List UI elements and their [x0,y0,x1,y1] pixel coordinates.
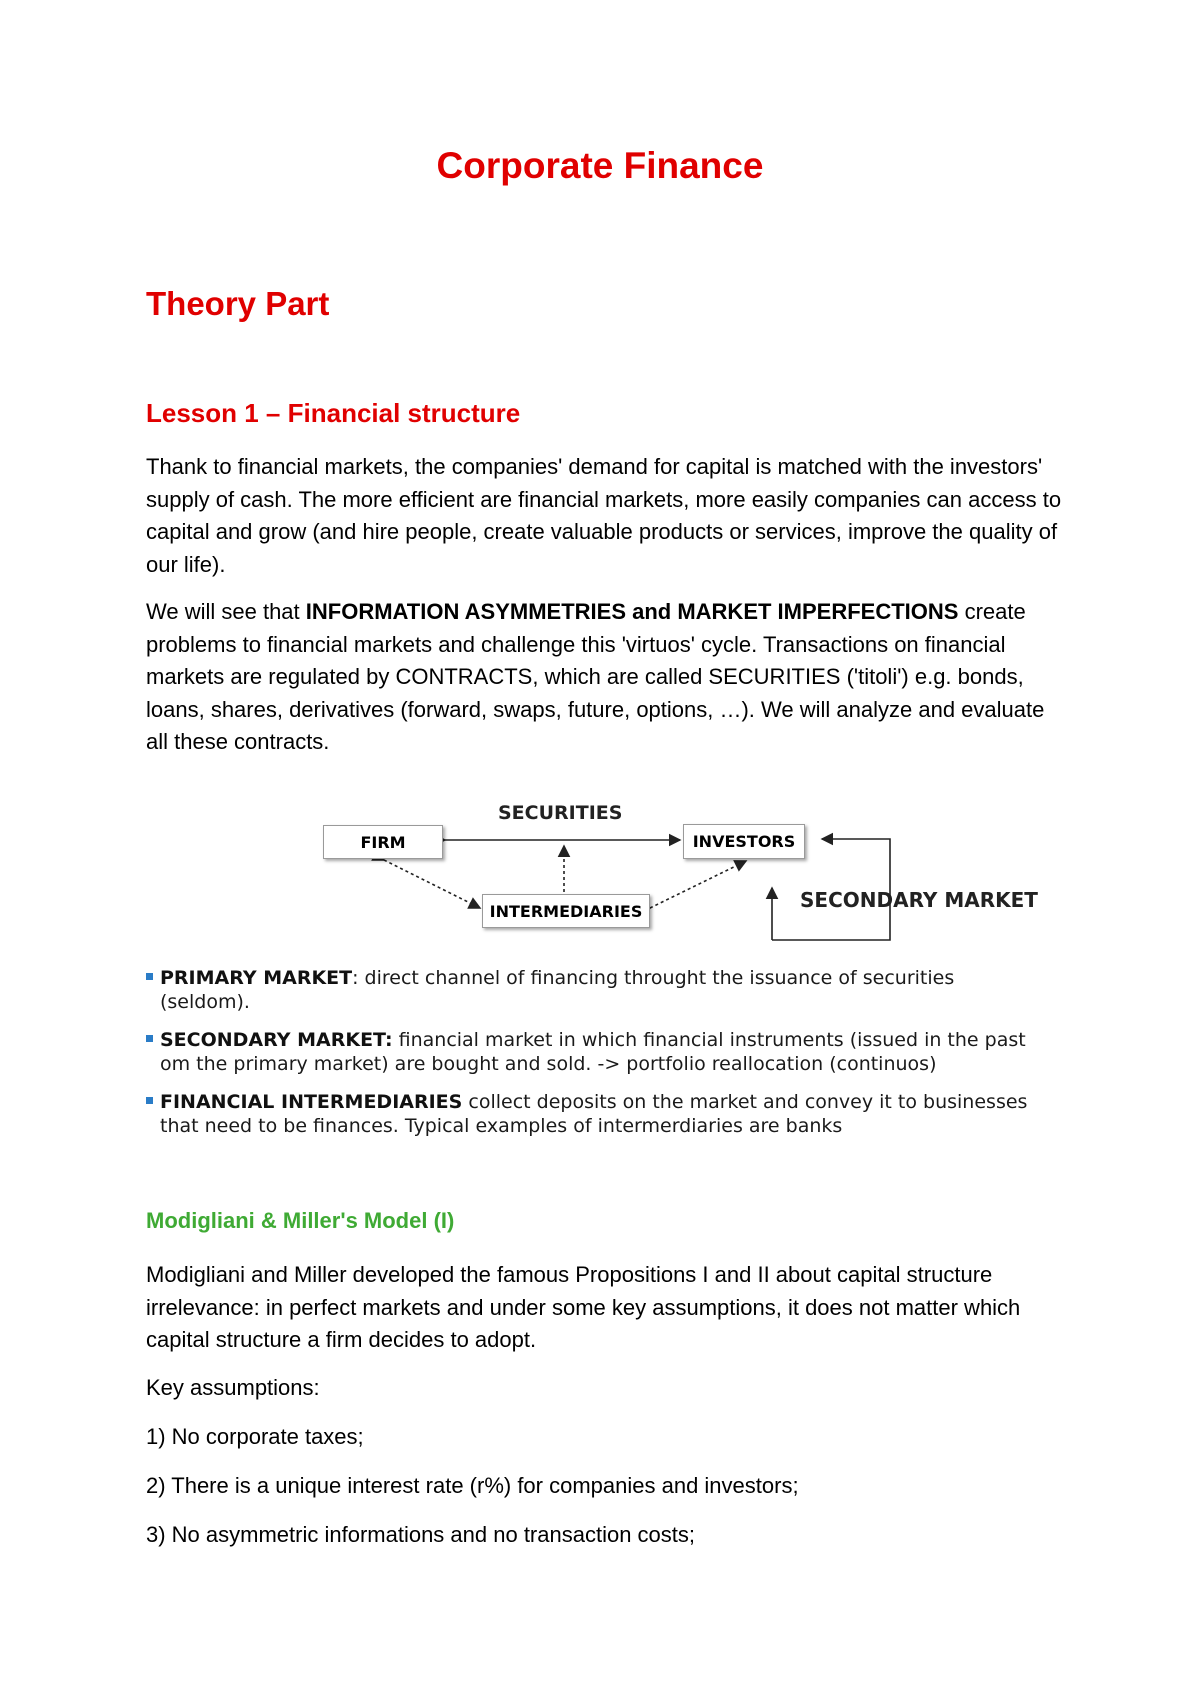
firm-box: FIRM [323,825,443,859]
paragraph-modigliani-miller: Modigliani and Miller developed the famous Propositions I and II about capital structure irrelevance: in perfect markets and under some key assumptions, it does not matter which capital structure a firm decides to adopt. [146,1262,1021,1352]
firm-intermediaries-arrow [384,860,480,908]
market-flow-diagram [300,802,1060,938]
securities-label: SECURITIES [498,802,623,824]
bullet-square-icon [146,1097,153,1104]
bullet-square-icon [146,1035,153,1042]
paragraph-financial-markets: Thank to financial markets, the companies' demand for capital is matched with the investors' supply of cash. The more efficient are financial markets, more easily companies can access to capital and grow (and hire people, create valuable products or services, improve the quality of our life). [146,454,1062,577]
key-assumptions-label: Key assumptions: [146,1375,320,1400]
assumption-item: 3) No asymmetric informations and no transaction costs; [146,1522,696,1547]
section-heading: Theory Part [146,285,330,322]
model-heading: Modigliani & Miller's Model (I) [146,1208,455,1233]
list-item [150,1090,1050,1138]
secondary-market-label: SECONDARY MARKET [800,888,1038,912]
assumption-item: 1) No corporate taxes; [146,1424,364,1449]
intermediaries-box: INTERMEDIARIES [482,894,650,928]
investors-box: INVESTORS [683,824,805,859]
intermediaries-investors-arrow [650,861,746,908]
paragraph-text: We will see that [146,599,306,624]
document-title: Corporate Finance [436,145,764,186]
list-item [150,966,1050,1014]
lesson-heading: Lesson 1 – Financial structure [146,398,521,428]
definition: collect deposits on the market and convey it to businesses that need to be finances. Typical examples of intermerdiaries are banks [160,1091,1028,1137]
market-definitions-list [150,966,1050,1152]
assumption-item: 2) There is a unique interest rate (r%) for companies and investors; [146,1473,799,1498]
term: PRIMARY MARKET [160,967,353,989]
term: FINANCIAL INTERMEDIARIES [160,1091,463,1113]
term: SECONDARY MARKET: [160,1029,393,1051]
definition: : direct channel of financing throught the issuance of securities (seldom). [160,967,955,1013]
list-item [150,1028,1050,1076]
bullet-square-icon [146,973,153,980]
paragraph-text: create problems to financial markets and challenge this 'virtuos' cycle. Transactions on financial markets are regulated by CONTRACTS, which are called SECURITIES ('titoli') e.g. bonds, loans, shares, derivatives (forward, swaps, future, options, …). We will analyze and evaluate all these contracts. [146,599,1045,754]
paragraph-information-asymmetries [146,596,1066,759]
definition: financial market in which financial instruments (issued in the past om the primary market) are bought and sold. -> portfolio reallocation (continuos) [160,1029,1026,1075]
emphasis-text: INFORMATION ASYMMETRIES and MARKET IMPERFECTIONS [305,599,959,624]
